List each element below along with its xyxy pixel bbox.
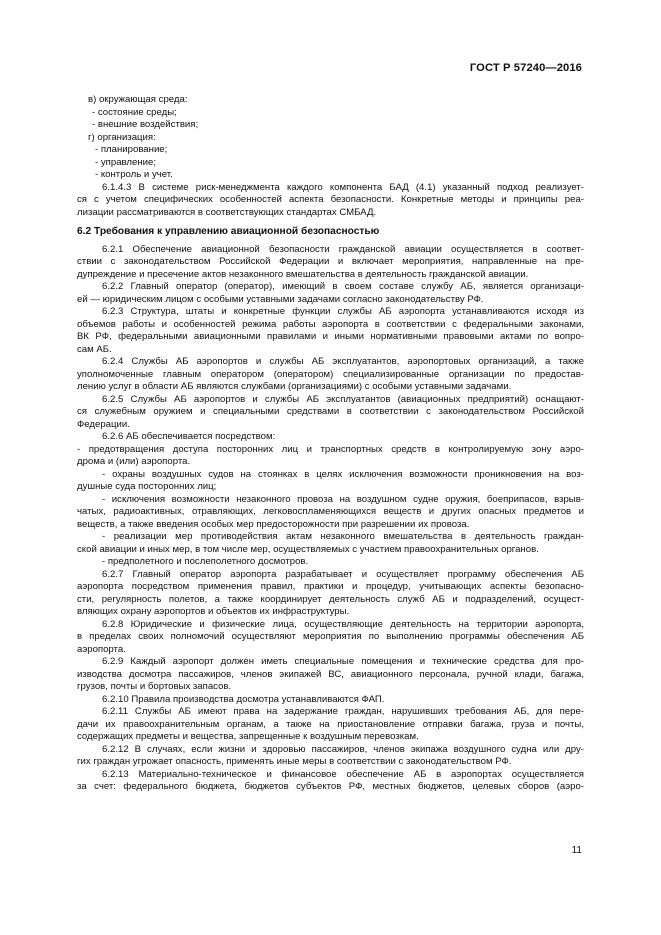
text-line: - реализации мер противодействия актам незаконного вмешательства в деятельность граждан-: [102, 531, 584, 542]
section-heading-6-2: 6.2 Требования к управлению авиационной безопасностью: [77, 226, 380, 237]
text-line: 6.2.7 Главный оператор аэропорта разрабатывает и осуществляет программу обеспечения АБ: [102, 568, 584, 580]
list-item: - состояние среды;: [92, 106, 177, 118]
text-line: аэропорта посредством применения правил, практики и процедур, учитывающих аспекты безопасно-: [77, 581, 584, 592]
text-line: объемов работы и особенностей режима работы аэропорта в соответствии с федеральными законами,: [77, 318, 584, 330]
text-line: чатых, радиоактивных, отравляющих, легковоспламеняющихся веществ и других опасных предметов и: [77, 506, 584, 517]
text-line: - предполетного и послеполетного досмотров.: [102, 556, 309, 567]
text-line: Федерации.: [77, 418, 130, 430]
list-item: г) организация:: [88, 131, 156, 143]
paragraph-6-1-4-3: [77, 182, 584, 220]
text-line: лизации рассматриваются в соответствующих стандартах СМБАД.: [77, 206, 377, 218]
text-line: 6.2.2 Главный оператор (оператор), имеющий в своем составе службу АБ, является организаци-: [102, 281, 584, 292]
text-line: - исключения возможности незаконного провоза на воздушном судне оружия, боеприпасов, взрыв-: [102, 493, 584, 505]
text-line: ся служебным оружием и специальными средствами в соответствии с законодательством Российской: [77, 406, 584, 417]
text-line: 6.1.4.3 В системе риск-менеджмента каждого компонента БАД (4.1) указанный подход реализует-: [102, 181, 584, 193]
text-line: ВК РФ, федеральными авиационными правилами и иными нормативными правовыми актами по вопро-: [77, 331, 584, 342]
list-item: - внешние воздействия;: [92, 119, 199, 130]
text-line: лению услуг в области АБ являются службами (организациями) с особыми уставными задачами.: [77, 381, 512, 392]
text-line: дачи их правоохранительным органам, а также на приостановление отправки багажа, груза и почты,: [77, 718, 584, 730]
text-line: ской авиации и иных мер, в том числе мер, осуществляемых с участием правоохранительных органов.: [77, 543, 539, 555]
list-item: - планирование;: [95, 144, 168, 155]
text-line: - предотвращения доступа посторонних лиц и транспортных средств в контролируемую зону аэро-: [77, 443, 584, 455]
text-line: душные суда посторонних лиц;: [77, 481, 217, 492]
text-line: 6.2.4 Службы АБ аэропортов и службы АБ эксплуатантов, аэропортовых организаций, а также: [102, 356, 584, 367]
text-line: вляющих охрану аэропортов и объектов их инфраструктуры.: [77, 606, 350, 617]
section-6-2-body: [77, 244, 584, 794]
page-number: 11: [571, 845, 582, 856]
text-line: за счет: федерального бюджета, бюджетов субъектов РФ, местных бюджетов, целевых сборов (аэро-: [77, 781, 584, 792]
text-line: 6.2.13 Материально-техническое и финансовое обеспечение АБ в аэропортах осуществляется: [102, 768, 584, 780]
list-item: - управление;: [95, 156, 156, 168]
text-line: ствии с законодательством Российской Федерации и включает мероприятия, направленные на пре-: [77, 256, 584, 267]
text-line: изводства досмотра пассажиров, членов экипажей ВС, авиационного персонала, ручной клади, багажа,: [77, 668, 584, 680]
text-line: 6.2.10 Правила производства досмотра устанавливаются ФАП.: [102, 693, 385, 705]
text-line: аэропорта.: [77, 643, 126, 655]
text-line: ей — юридическим лицом с особыми уставными задачами согласно законодательству РФ.: [77, 293, 484, 305]
text-line: - охраны воздушных судов на стоянках в целях исключения возможности проникновения на воз-: [102, 468, 584, 480]
text-line: грузов, почты и бортовых запасов.: [77, 681, 232, 692]
text-line: уполномоченные главным оператором (оператором) специализированные организации по предостав-: [77, 368, 584, 380]
text-line: 6.2.6 АБ обеспечивается посредством:: [102, 431, 276, 442]
text-line: 6.2.1 Обеспечение авиационной безопасности гражданской авиации осуществляется в соответ-: [102, 243, 584, 255]
text-line: 6.2.8 Юридические и физические лица, осуществляющие деятельность на территории аэропорта,: [102, 618, 584, 630]
text-line: гих граждан угрожает опасность, применять иные меры в соответствии с законодательством РФ.: [77, 756, 512, 767]
page-content: [77, 94, 584, 794]
list-top: [77, 94, 584, 182]
text-line: сам АБ.: [77, 343, 112, 355]
list-item: в) окружающая среда:: [88, 94, 188, 105]
text-line: ся с учетом специфических особенностей аспекта безопасности. Конкретные методы и принципы реа-: [77, 194, 584, 205]
text-line: сти, регулярность полетов, а также координирует деятельность служб АБ и подразделений, осущест-: [77, 593, 584, 605]
text-line: дрома и (или) аэропорта.: [77, 456, 191, 467]
text-line: 6.2.9 Каждый аэропорт должен иметь специальные помещения и технические средства для про-: [102, 656, 584, 667]
text-line: 6.2.3 Структура, штаты и конкретные функции службы АБ аэропорта устанавливаются исходя из: [102, 306, 584, 317]
text-line: содержащих предметы и вещества, запрещенные к воздушным перевозкам.: [77, 731, 419, 742]
text-line: дупреждение и пресечение актов незаконного вмешательства в деятельность гражданской авиации.: [77, 268, 529, 280]
document-header: ГОСТ Р 57240—2016: [469, 62, 582, 74]
text-line: 6.2.5 Службы АБ аэропортов и службы АБ эксплуатантов (авиационных предприятий) оснащают-: [102, 393, 584, 405]
text-line: 6.2.11 Службы АБ имеют права на задержание граждан, нарушивших требования АБ, для пере-: [102, 706, 584, 717]
text-line: в пределах своих полномочий осуществляют мероприятия по выполнению программы обеспечения АБ: [77, 631, 584, 642]
text-line: 6.2.12 В случаях, если жизни и здоровью пассажиров, членов экипажа воздушного судна или дру-: [102, 743, 584, 755]
list-item: - контроль и учет.: [95, 169, 173, 180]
text-line: веществ, а также введения особых мер предосторожности при разрешении их провоза.: [77, 518, 470, 530]
